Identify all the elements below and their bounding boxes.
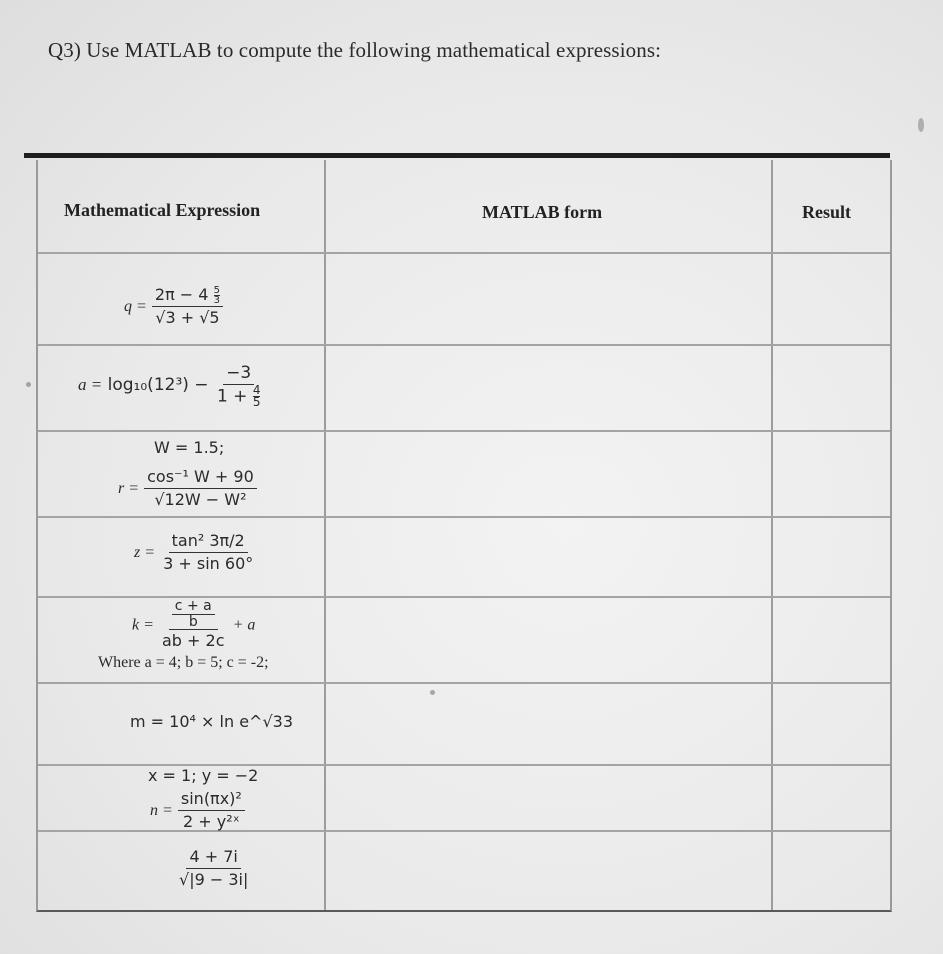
expr-r: r = $\frac{\text{cos⁻¹ W + 90}}{\text{√12W − W²}}$: [118, 466, 257, 511]
expr-a: a = log₁₀(12³) − −3 1 + $\frac{4}{5}$: [78, 363, 261, 409]
expr-xy: x = 1; y = −2: [148, 766, 259, 785]
expr-n: n = $\frac{\text{sin(πx)²}}{\text{2 + y²ˣ}}$: [150, 788, 245, 833]
expr-complex: $\frac{4 + 7i}{√|9 - 3i|}$: [179, 847, 249, 889]
table-top-rule: [24, 153, 890, 158]
row-divider: [38, 516, 890, 518]
expr-z: z = $\frac{\text{tan² 3π/2}}{3 + \sin 60^\circ}$: [134, 531, 254, 573]
row-divider: [38, 344, 890, 346]
expr-k-where: Where a = 4; b = 5; c = -2;: [98, 654, 269, 671]
paper-speck: [918, 118, 924, 132]
row-divider: [38, 252, 890, 254]
question-title: Q3) Use MATLAB to compute the following mathematical expressions:: [48, 38, 662, 62]
paper-speck: [26, 382, 31, 387]
row-divider: [38, 682, 890, 684]
header-expression: Mathematical Expression: [64, 200, 261, 220]
expression-table: [36, 160, 892, 912]
header-matlab: MATLAB form: [482, 202, 603, 222]
header-result: Result: [802, 202, 851, 222]
expr-w: W = 1.5;: [154, 438, 225, 457]
expr-q: q = 2π − 4 $\frac{5}{3}$ √3 + √5: [124, 284, 223, 329]
row-divider: [38, 430, 890, 432]
expr-m: m = 10⁴ × ln e^√33: [130, 712, 293, 731]
expr-k: k = $\frac{\frac{c + a}{b}}{ab + 2c}$ + a: [132, 598, 256, 650]
column-divider: [324, 160, 326, 910]
column-divider: [771, 160, 773, 910]
paper-speck: [430, 690, 435, 695]
